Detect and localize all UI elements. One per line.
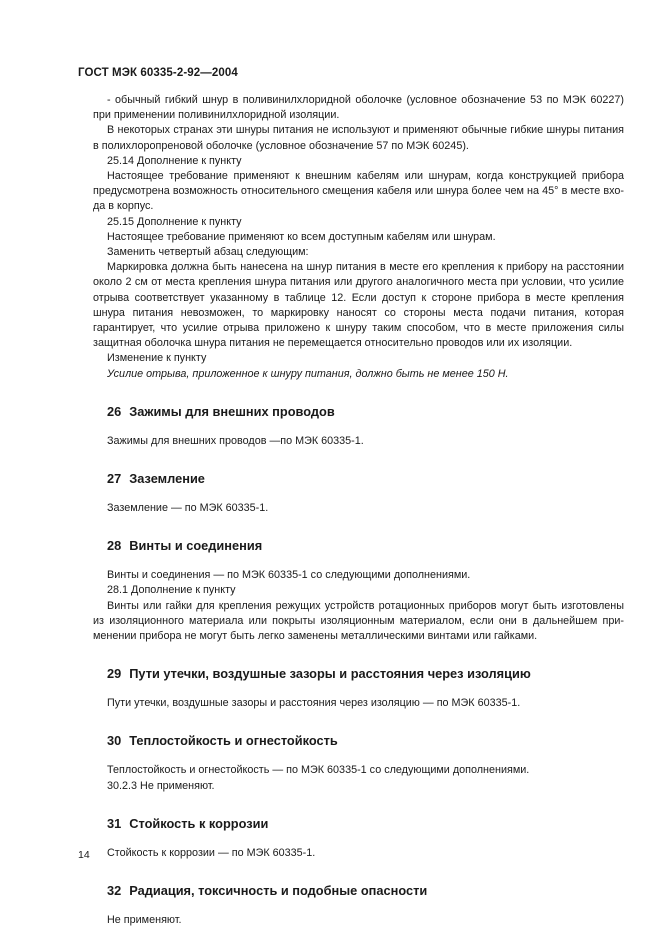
sections-block	[93, 404, 624, 928]
section-title: Пути утечки, воздушные зазоры и расстояния через изоляцию	[129, 666, 531, 682]
section-32	[93, 883, 624, 928]
document-header: ГОСТ МЭК 60335-2-92—2004	[78, 67, 238, 79]
section-number: 31	[107, 815, 122, 831]
intro-paragraph: 25.14 Дополнение к пункту	[107, 154, 242, 167]
intro-block	[93, 93, 624, 382]
intro-paragraph: Настоящее требование применяют к внешним кабелям или шнурам, когда конструкцией прибора предусмотрена возможность относительного смещения кабеля или шнура более чем на 45° в месте входа в корпус.	[93, 170, 624, 213]
section-paragraph: Не применяют.	[107, 914, 182, 927]
document-body	[93, 93, 624, 928]
page-number: 14	[78, 849, 90, 861]
section-title: Зажимы для внешних проводов	[129, 403, 335, 419]
section-27	[93, 471, 624, 516]
section-number: 30	[107, 733, 122, 749]
section-31	[93, 816, 624, 861]
section-paragraph: 28.1 Дополнение к пункту	[107, 584, 236, 597]
section-number: 29	[107, 666, 122, 682]
section-paragraph: Стойкость к коррозии — по МЭК 60335-1.	[107, 846, 316, 859]
section-title: Радиация, токсичность и подобные опасности	[129, 883, 428, 899]
section-title: Винты и соединения	[129, 538, 263, 554]
intro-paragraph: - обычный гибкий шнур в поливинилхлоридной оболочке (условное обозначение 53 по МЭК 60227) при применении поливинилхлоридной изоляции.	[93, 94, 624, 122]
section-28	[93, 538, 624, 644]
section-paragraph: Зажимы для внешних проводов —по МЭК 60335-1.	[107, 434, 364, 447]
section-heading	[107, 883, 624, 899]
section-heading	[107, 666, 624, 682]
section-heading	[107, 471, 624, 487]
section-heading	[107, 816, 624, 832]
section-paragraph: Пути утечки, воздушные зазоры и расстояния через изоляцию — по МЭК 60335-1.	[107, 697, 521, 710]
section-number: 26	[107, 403, 122, 419]
intro-paragraph: Маркировка должна быть нанесена на шнур питания в месте его крепления к прибору на расстоянии около 2 см от места крепления шнура питания или другого аналогичного места при условии, что усилие отрыва соответствует указанному в таблице 12. Если доступ к стороне прибора в месте крепления шнура питания невозможен, то маркировку наносят со стороны места подачи питания, которая гарантирует, что усилие отрыва приложено к шнуру таким способом, что в месте приложения силы защитная оболочка шнура питания не перемещается относительно проводов или их изоляции.	[93, 261, 624, 350]
section-paragraph: Теплостойкость и огнестойкость — по МЭК 60335-1 со следующими дополнениями.	[107, 764, 530, 777]
section-heading	[107, 404, 624, 420]
intro-paragraph: Изменение к пункту	[107, 352, 207, 365]
section-number: 32	[107, 883, 122, 899]
section-title: Заземление	[129, 471, 205, 487]
section-number: 28	[107, 538, 122, 554]
intro-paragraph: Настоящее требование применяют ко всем доступным кабелям или шнурам.	[107, 230, 496, 243]
section-paragraph: Заземление — по МЭК 60335-1.	[107, 502, 269, 515]
intro-paragraph: В некоторых странах эти шнуры питания не используют и применяют обычные гибкие шнуры питания в полихлоропреновой оболочке (условное обозначение 57 по МЭК 60245).	[93, 124, 624, 152]
section-paragraph: Винты или гайки для крепления режущих устройств ротационных приборов могут быть изготовлены из изоляционного материала или покрыты изоляционным материалом, если они в дальнейшем применении прибора не могут быть легко заменены металлическими винтами или гайками.	[93, 599, 624, 643]
section-heading	[107, 733, 624, 749]
section-29	[93, 666, 624, 711]
intro-paragraph: Заменить четвертый абзац следующим:	[107, 246, 309, 259]
section-title: Стойкость к коррозии	[129, 815, 269, 831]
section-30	[93, 733, 624, 793]
section-heading	[107, 538, 624, 554]
section-26	[93, 404, 624, 449]
section-paragraph: Винты и соединения — по МЭК 60335-1 со следующими дополнениями.	[107, 569, 471, 582]
intro-paragraph: 25.15 Дополнение к пункту	[107, 215, 242, 228]
intro-paragraph: Усилие отрыва, приложенное к шнуру питания, должно быть не менее 150 Н.	[107, 367, 509, 380]
section-number: 27	[107, 471, 122, 487]
section-paragraph: 30.2.3 Не применяют.	[107, 779, 215, 792]
section-title: Теплостойкость и огнестойкость	[129, 733, 338, 749]
